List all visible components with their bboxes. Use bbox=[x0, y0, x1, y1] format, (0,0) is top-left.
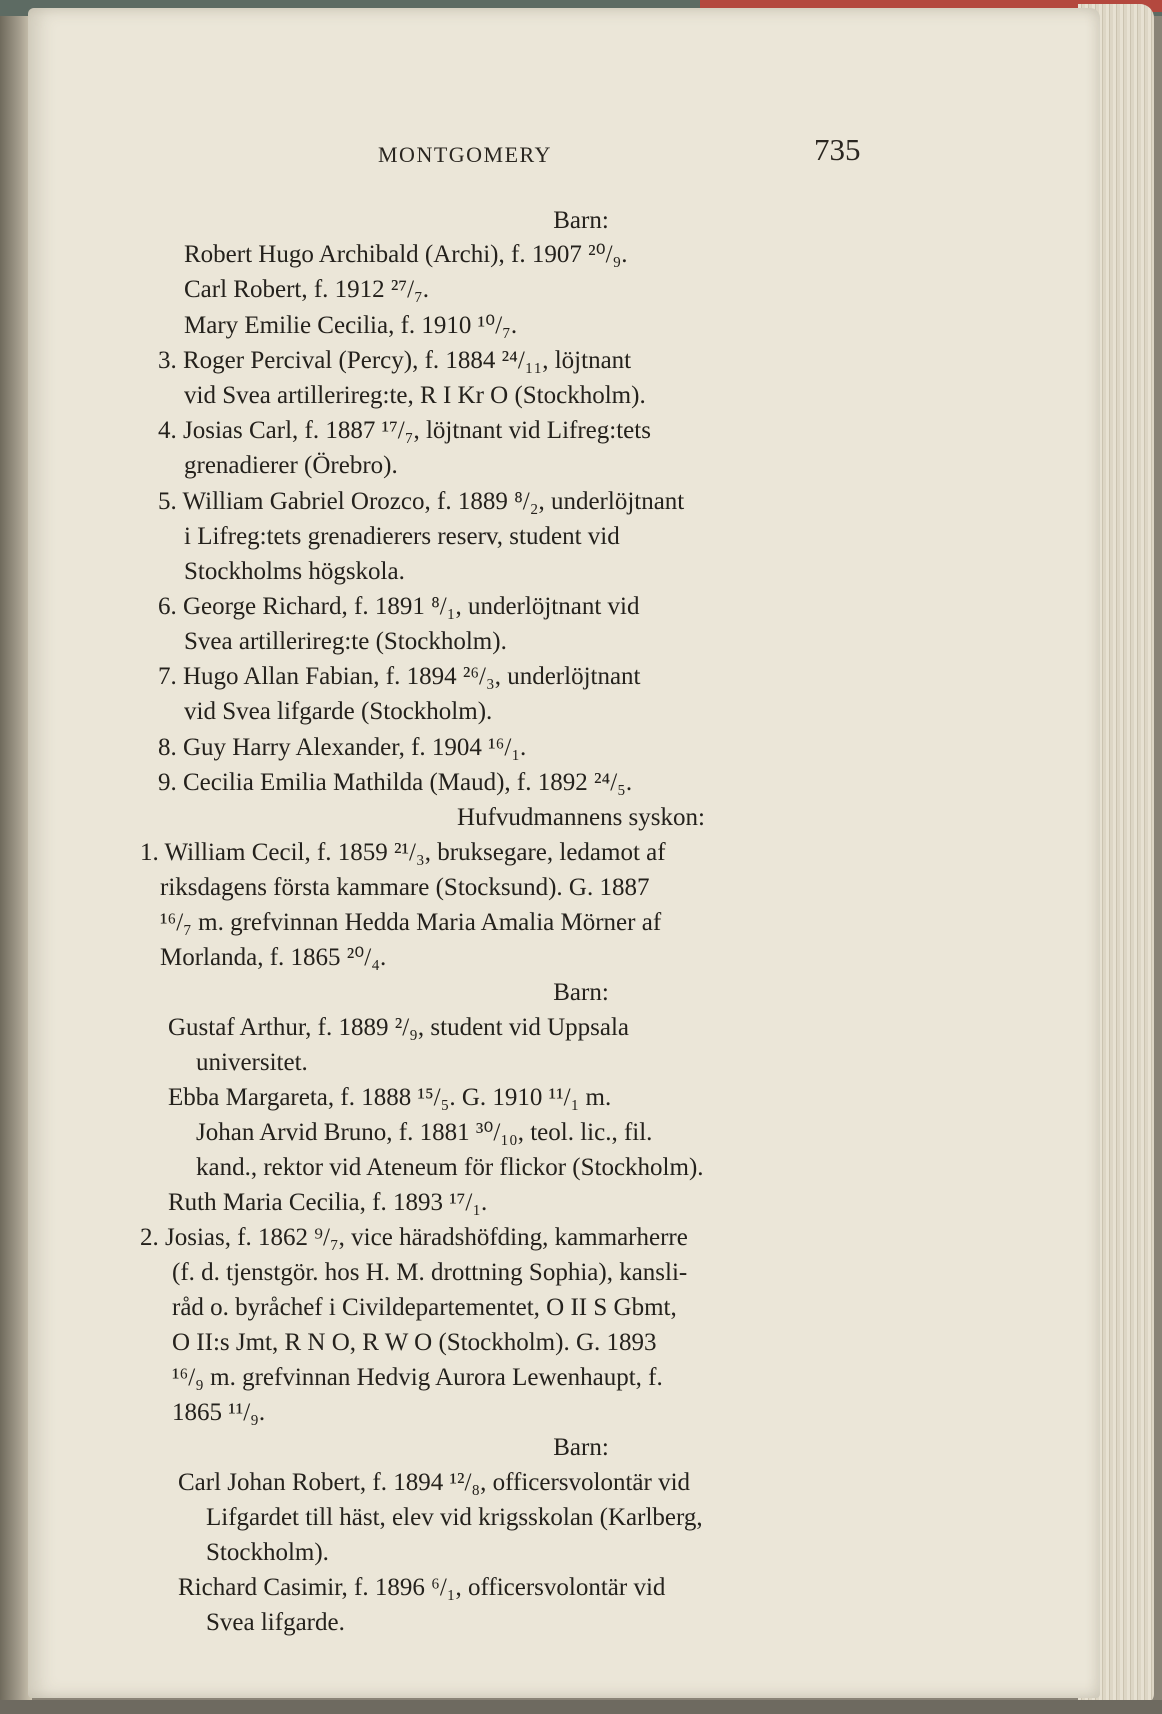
text-line: 3. Roger Percival (Percy), f. 1884 ²⁴/₁₁, löjtnant bbox=[158, 347, 632, 374]
heading-syskon: Hufvudmannens syskon: bbox=[457, 804, 705, 831]
text-line: Mary Emilie Cecilia, f. 1910 ¹⁰/₇. bbox=[184, 312, 518, 339]
text-line: 1865 ¹¹/₉. bbox=[172, 1399, 266, 1426]
text-line: 6. George Richard, f. 1891 ⁸/₁, underlöjtnant vid bbox=[158, 593, 640, 620]
text-line: Richard Casimir, f. 1896 ⁶/₁, officersvolontär vid bbox=[178, 1574, 666, 1601]
heading-barn: Barn: bbox=[553, 1434, 609, 1461]
text-line: vid Svea lifgarde (Stockholm). bbox=[184, 698, 493, 725]
text-line: 4. Josias Carl, f. 1887 ¹⁷/₇, löjtnant vid Lifreg:tets bbox=[158, 417, 651, 444]
text-line: Stockholms högskola. bbox=[184, 558, 405, 585]
page-number: 735 bbox=[814, 132, 861, 167]
running-head: MONTGOMERY bbox=[378, 142, 552, 167]
text-line: Svea lifgarde. bbox=[206, 1609, 345, 1636]
text-line: vid Svea artillerireg:te, R I Kr O (Stockholm). bbox=[184, 382, 646, 409]
text-line: 2. Josias, f. 1862 ⁹/₇, vice häradshöfding, kammarherre bbox=[140, 1224, 688, 1251]
heading-barn: Barn: bbox=[553, 979, 609, 1006]
text-line: Ruth Maria Cecilia, f. 1893 ¹⁷/₁. bbox=[168, 1189, 488, 1216]
text-line: universitet. bbox=[196, 1049, 308, 1076]
text-line: Svea artillerireg:te (Stockholm). bbox=[184, 628, 507, 655]
text-line: Stockholm). bbox=[206, 1539, 329, 1566]
text-line: råd o. byråchef i Civildepartementet, O II S Gbmt, bbox=[172, 1294, 677, 1321]
text-line: kand., rektor vid Ateneum för flickor (Stockholm). bbox=[196, 1154, 704, 1181]
text-line: riksdagens första kammare (Stocksund). G. 1887 bbox=[160, 874, 650, 901]
bottom-shadow bbox=[0, 1700, 1162, 1714]
heading-barn: Barn: bbox=[553, 207, 609, 234]
text-line: Lifgardet till häst, elev vid krigsskolan (Karlberg, bbox=[206, 1504, 703, 1531]
text-line: Carl Johan Robert, f. 1894 ¹²/₈, officersvolontär vid bbox=[178, 1469, 691, 1496]
text-line: Morlanda, f. 1865 ²⁰/₄. bbox=[160, 944, 387, 971]
text-line: grenadierer (Örebro). bbox=[184, 452, 398, 479]
text-line: 1. William Cecil, f. 1859 ²¹/₃, bruksegare, ledamot af bbox=[140, 839, 666, 866]
text-line: Ebba Margareta, f. 1888 ¹⁵/₅. G. 1910 ¹¹/₁ m. bbox=[168, 1084, 612, 1111]
text-line: 9. Cecilia Emilia Mathilda (Maud), f. 1892 ²⁴/₅. bbox=[158, 769, 633, 796]
page-header bbox=[0, 132, 1162, 182]
text-line: ¹⁶/₇ m. grefvinnan Hedda Maria Amalia Mörner af bbox=[160, 909, 662, 936]
text-line: Johan Arvid Bruno, f. 1881 ³⁰/₁₀, teol. lic., fil. bbox=[196, 1119, 653, 1146]
text-line: 8. Guy Harry Alexander, f. 1904 ¹⁶/₁. bbox=[158, 734, 527, 761]
text-line: 5. William Gabriel Orozco, f. 1889 ⁸/₂, underlöjtnant bbox=[158, 488, 685, 515]
text-line: Robert Hugo Archibald (Archi), f. 1907 ²⁰/₉. bbox=[184, 241, 628, 268]
text-line: (f. d. tjenstgör. hos H. M. drottning Sophia), kansli- bbox=[172, 1259, 688, 1286]
text-line: i Lifreg:tets grenadierers reserv, student vid bbox=[184, 523, 620, 550]
text-line: Carl Robert, f. 1912 ²⁷/₇. bbox=[184, 276, 430, 303]
text-line: ¹⁶/₉ m. grefvinnan Hedvig Aurora Lewenhaupt, f. bbox=[172, 1364, 663, 1391]
text-line: 7. Hugo Allan Fabian, f. 1894 ²⁶/₃, underlöjtnant bbox=[158, 663, 641, 690]
text-line: O II:s Jmt, R N O, R W O (Stockholm). G. 1893 bbox=[172, 1329, 657, 1356]
text-line: Gustaf Arthur, f. 1889 ²/₉, student vid Uppsala bbox=[168, 1014, 629, 1041]
